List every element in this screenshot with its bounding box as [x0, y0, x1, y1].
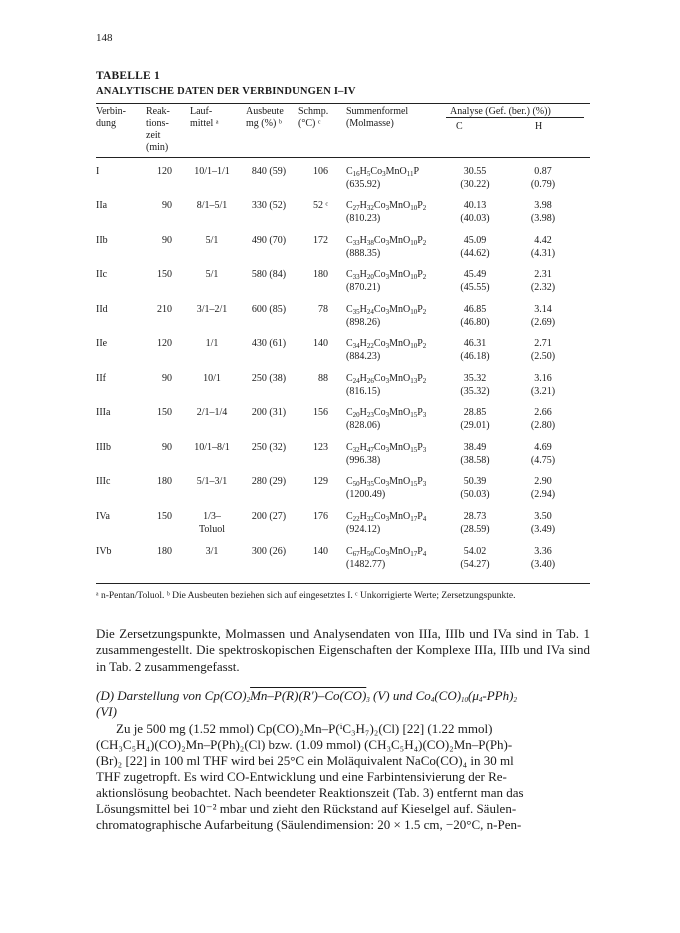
formula-subscript: 16 [352, 170, 360, 178]
formula-subscript: 15 [410, 446, 418, 454]
formula-subscript: 33 [352, 273, 360, 281]
section-heading: (D) Darstellung von $Cp(CO)_2Mn-P(R)(R')-Co(CO)_3$ (V) und $Co_4(CO)_{10}(\mu_4-PPh)_2$ (VI) [96, 688, 517, 720]
header-reaction-time: Reak- tions- zeit (min) [146, 106, 170, 153]
cell-hydrogen-found: 4.69 [534, 442, 552, 453]
formula-subscript: 17 [410, 515, 418, 523]
cell-eluent: 3/1 [205, 546, 219, 557]
formula-subscript: 47 [366, 446, 374, 454]
formula-element: P [417, 442, 423, 453]
formula-element: MnO [389, 373, 411, 384]
formula-element: Co [373, 373, 386, 384]
cell-yield: 580 (84) [251, 269, 287, 280]
formula-element: MnO [389, 476, 411, 487]
cell-carbon-calc: (54.27) [460, 559, 490, 570]
formula-element: H [359, 200, 367, 211]
formula-element: H [359, 304, 367, 315]
cell-hydrogen-calc: (3.40) [530, 559, 556, 570]
formula-element: H [359, 338, 367, 349]
paragraph-procedure-l6: Lösungsmittel bei 10⁻² mbar und zieht den Rückstand auf Kieselgel auf. Säulen- [96, 801, 517, 816]
paragraph-procedure-l5: aktionslösung beobachtet. Nach beendeter Reaktionszeit (Tab. 3) entfernt man das [96, 785, 524, 800]
paragraph-procedure-l7: chromatographische Aufarbeitung (Säulendimension: 20 × 1.5 cm, −20°C, n-Pen- [96, 817, 522, 832]
cell-molar-mass: (635.92) [346, 179, 381, 190]
formula-subscript: 35 [366, 480, 374, 488]
formula-subscript: 26 [366, 377, 374, 385]
cell-molar-mass: (870.21) [346, 282, 381, 293]
cell-formula [346, 406, 426, 419]
formula-element: H [359, 373, 367, 384]
cell-carbon-calc: (30.22) [460, 179, 490, 190]
cell-yield: 600 (85) [251, 304, 287, 315]
cell-molar-mass: (996.38) [346, 455, 381, 466]
cell-molar-mass: (924.12) [346, 524, 381, 535]
formula-subscript: 27 [352, 204, 360, 212]
formula-element: C [346, 235, 353, 246]
cell-carbon-calc: (46.80) [460, 317, 490, 328]
formula-subscript: 38 [366, 239, 374, 247]
cell-compound: IId [96, 304, 108, 315]
cell-yield: 840 (59) [251, 166, 287, 177]
formula-element: C [346, 407, 353, 418]
cell-reaction-time: 90 [162, 200, 172, 211]
formula-subscript: 10 [410, 239, 418, 247]
formula-element: MnO [389, 304, 411, 315]
formula-subscript: 35 [352, 308, 360, 316]
cell-melting-point: 129 [313, 476, 328, 487]
header-compound: Verbin- dung [96, 106, 126, 129]
cell-carbon-found: 50.39 [463, 476, 487, 487]
formula-subscript: 4 [422, 550, 427, 558]
formula-element: P [417, 407, 423, 418]
cell-eluent: 1/1 [205, 338, 219, 349]
formula-element: Co [373, 407, 386, 418]
formula-subscript: 15 [410, 411, 418, 419]
formula-element: Co [373, 338, 386, 349]
cell-formula [346, 337, 426, 350]
paragraph-procedure-l1: Zu je 500 mg (1.52 mmol) Cp(CO)₂Mn–P(ⁱC₃H₇)₂(Cl) [22] (1.22 mmol) [116, 721, 493, 736]
formula-subscript: 3 [385, 411, 390, 419]
formula-subscript: 33 [352, 239, 360, 247]
formula-subscript: 5 [366, 170, 371, 178]
cell-eluent: 10/1 [203, 373, 221, 384]
cell-eluent: 3/1–2/1 [196, 304, 228, 315]
formula-subscript: 3 [385, 308, 390, 316]
formula-subscript: 3 [385, 480, 390, 488]
formula-subscript: 3 [385, 239, 390, 247]
formula-element: H [359, 511, 367, 522]
formula-element: P [417, 200, 423, 211]
cell-hydrogen-found: 3.36 [534, 546, 552, 557]
cell-carbon-found: 38.49 [463, 442, 487, 453]
formula-subscript: 50 [366, 550, 374, 558]
cell-hydrogen-calc: (4.75) [530, 455, 556, 466]
header-hydrogen: H [535, 121, 543, 132]
header-yield: Ausbeute mg (%) ᵇ [246, 106, 284, 129]
formula-element: Co [373, 476, 386, 487]
formula-subscript: 17 [410, 550, 418, 558]
cell-reaction-time: 180 [157, 476, 172, 487]
formula-element: H [359, 269, 367, 280]
cell-eluent: 5/1–3/1 [196, 476, 228, 487]
cell-yield: 200 (27) [251, 511, 287, 522]
cell-melting-point: 52 ᶜ [312, 200, 328, 211]
cell-compound: IIe [96, 338, 108, 349]
cell-hydrogen-calc: (4.31) [530, 248, 556, 259]
cell-compound: IIIc [96, 476, 111, 487]
cell-melting-point: 140 [313, 338, 328, 349]
cell-hydrogen-found: 2.66 [534, 407, 552, 418]
formula-element: P [413, 166, 420, 177]
cell-carbon-calc: (44.62) [460, 248, 490, 259]
cell-carbon-calc: (35.32) [460, 386, 490, 397]
cell-carbon-calc: (50.03) [460, 489, 490, 500]
cell-molar-mass: (810.23) [346, 213, 381, 224]
cell-yield: 200 (31) [251, 407, 287, 418]
formula-subscript: 13 [410, 377, 418, 385]
cell-yield: 280 (29) [251, 476, 287, 487]
formula-element: Co [373, 269, 386, 280]
formula-subscript: 15 [410, 480, 418, 488]
cell-hydrogen-calc: (2.69) [530, 317, 556, 328]
cell-formula [346, 303, 426, 316]
cell-eluent: 10/1–8/1 [194, 442, 230, 453]
header-analysis: Analyse (Gef. (ber.) (%)) [450, 106, 551, 117]
formula-element: H [359, 407, 367, 418]
cell-carbon-found: 28.85 [463, 407, 487, 418]
formula-element: Co [373, 235, 386, 246]
cell-hydrogen-calc: (3.98) [530, 213, 556, 224]
cell-formula [346, 441, 426, 454]
table-subtitle: ANALYTISCHE DATEN DER VERBINDUNGEN I–IV [96, 86, 356, 97]
cell-carbon-found: 40.13 [463, 200, 487, 211]
cell-yield: 330 (52) [251, 200, 287, 211]
analysis-header-rule [446, 117, 584, 118]
cell-melting-point: 78 [318, 304, 328, 315]
header-melting-point: Schmp. (°C) ᶜ [298, 106, 329, 129]
table-bottom-rule [96, 583, 590, 584]
header-carbon: C [456, 121, 463, 132]
cell-hydrogen-found: 3.16 [534, 373, 552, 384]
cell-hydrogen-found: 2.90 [534, 476, 552, 487]
cell-carbon-found: 30.55 [463, 166, 487, 177]
cell-carbon-calc: (45.55) [460, 282, 490, 293]
cell-yield: 250 (32) [251, 442, 287, 453]
formula-element: H [359, 442, 367, 453]
cell-compound: IVb [96, 546, 112, 557]
cell-melting-point: 176 [313, 511, 328, 522]
paragraph-procedure-l2: (CH₃C₅H₄)(CO)₂Mn–P(Ph)₂(Cl) bzw. (1.09 mmol) (CH₃C₅H₄)(CO)₂Mn–P(Ph)- [96, 737, 513, 752]
formula-element: MnO [389, 442, 411, 453]
formula-subscript: 24 [352, 377, 360, 385]
cell-formula [346, 234, 426, 247]
cell-molar-mass: (888.35) [346, 248, 381, 259]
cell-melting-point: 180 [313, 269, 328, 280]
table-footnote: ᵃ n-Pentan/Toluol. ᵇ Die Ausbeuten beziehen sich auf eingesetztes I. ᶜ Unkorrigierte Werte; Zersetzungspunkte. [96, 591, 516, 601]
formula-element: H [359, 166, 367, 177]
formula-subscript: 32 [352, 446, 360, 454]
cell-formula [346, 199, 426, 212]
cell-hydrogen-found: 2.71 [534, 338, 552, 349]
cell-yield: 430 (61) [251, 338, 287, 349]
formula-subscript: 67 [352, 550, 360, 558]
cell-melting-point: 88 [318, 373, 328, 384]
cell-molar-mass: (828.06) [346, 420, 381, 431]
cell-carbon-found: 54.02 [463, 546, 487, 557]
cell-carbon-calc: (38.58) [460, 455, 490, 466]
cell-compound: IVa [96, 511, 110, 522]
formula-element: H [359, 235, 367, 246]
cell-compound: IIa [96, 200, 108, 211]
cell-hydrogen-found: 3.50 [534, 511, 552, 522]
formula-subscript: 2 [422, 342, 427, 350]
formula-subscript: 3 [385, 515, 390, 523]
paragraph-summary: Die Zersetzungspunkte, Molmassen und Analysendaten von IIIa, IIIb und IVa sind in Tab. 1 zusammengestellt. Die spektroskopischen Eigenschaften der Komplexe IIIa, IIIb und IVa sind in Tab. 2 zusammengefasst. [96, 626, 590, 674]
formula-subscript: 50 [352, 480, 360, 488]
cell-hydrogen-calc: (0.79) [530, 179, 556, 190]
cell-hydrogen-found: 3.98 [534, 200, 552, 211]
cell-hydrogen-found: 4.42 [534, 235, 552, 246]
formula-subscript: 11 [406, 170, 414, 178]
formula-element: H [359, 546, 367, 557]
formula-element: P [417, 511, 423, 522]
paragraph-procedure-l4: THF zugetropft. Es wird CO-Entwicklung und eine Farbintensivierung der Re- [96, 769, 507, 784]
cell-molar-mass: (816.15) [346, 386, 381, 397]
cell-hydrogen-calc: (2.50) [530, 351, 556, 362]
formula-element: MnO [389, 511, 411, 522]
cell-eluent: 5/1 [205, 235, 219, 246]
cell-melting-point: 140 [313, 546, 328, 557]
cell-carbon-found: 35.32 [463, 373, 487, 384]
cell-formula [346, 165, 419, 178]
formula-subscript: 2 [422, 377, 427, 385]
formula-element: P [417, 476, 423, 487]
formula-subscript: 3 [385, 446, 390, 454]
cell-molar-mass: (1482.77) [346, 559, 386, 570]
cell-formula [346, 510, 426, 523]
cell-hydrogen-found: 0.87 [534, 166, 552, 177]
cell-hydrogen-found: 3.14 [534, 304, 552, 315]
formula-subscript: 22 [352, 515, 360, 523]
formula-element: P [417, 235, 423, 246]
formula-element: C [346, 373, 353, 384]
cell-carbon-found: 46.31 [463, 338, 487, 349]
cell-compound: IIb [96, 235, 108, 246]
cell-eluent: 10/1–1/1 [194, 166, 230, 177]
cell-carbon-calc: (29.01) [460, 420, 490, 431]
formula-element: C [346, 546, 353, 557]
cell-formula [346, 475, 426, 488]
cell-hydrogen-calc: (2.94) [530, 489, 556, 500]
cell-eluent: 5/1 [205, 269, 219, 280]
cell-eluent: 8/1–5/1 [196, 200, 228, 211]
cell-molar-mass: (884.23) [346, 351, 381, 362]
formula-element: MnO [389, 407, 411, 418]
formula-element: C [346, 476, 353, 487]
formula-subscript: 3 [422, 480, 427, 488]
cell-eluent: 2/1–1/4 [196, 407, 228, 418]
formula-subscript: 3 [422, 411, 427, 419]
cell-reaction-time: 90 [162, 235, 172, 246]
paragraph-procedure-l3: (Br)₂ [22] in 100 ml THF wird bei 25°C ein Moläquivalent NaCo(CO)₄ in 30 ml [96, 753, 514, 768]
formula-subscript: 3 [385, 377, 390, 385]
table-header-rule [96, 157, 590, 158]
table-top-rule [96, 103, 590, 104]
cell-yield: 250 (38) [251, 373, 287, 384]
cell-reaction-time: 150 [157, 407, 172, 418]
cell-reaction-time: 150 [157, 511, 172, 522]
page-number: 148 [96, 32, 113, 44]
formula-subscript: 3 [385, 342, 390, 350]
formula-element: P [417, 304, 423, 315]
formula-element: Co [373, 442, 386, 453]
formula-element: Co [373, 304, 386, 315]
formula-subscript: 32 [366, 515, 374, 523]
formula-subscript: 3 [385, 550, 390, 558]
formula-element: MnO [389, 269, 411, 280]
cell-melting-point: 123 [313, 442, 328, 453]
formula-subscript: 22 [366, 342, 374, 350]
cell-reaction-time: 180 [157, 546, 172, 557]
cell-compound: IIf [96, 373, 106, 384]
cell-compound: IIc [96, 269, 108, 280]
formula-subscript: 3 [422, 446, 427, 454]
cell-melting-point: 106 [313, 166, 328, 177]
cell-reaction-time: 120 [157, 338, 172, 349]
formula-subscript: 10 [410, 273, 418, 281]
cell-molar-mass: (1200.49) [346, 489, 386, 500]
cell-compound: IIIb [96, 442, 111, 453]
formula-subscript: 20 [352, 411, 360, 419]
cell-carbon-found: 45.49 [463, 269, 487, 280]
formula-subscript: 3 [385, 204, 390, 212]
formula-subscript: 4 [422, 515, 427, 523]
formula-element: C [346, 511, 353, 522]
formula-element: Co [373, 511, 386, 522]
cell-compound: IIIa [96, 407, 111, 418]
cell-eluent: 1/3– Toluol [199, 511, 225, 535]
cell-hydrogen-calc: (3.49) [530, 524, 556, 535]
cell-reaction-time: 90 [162, 373, 172, 384]
formula-subscript: 10 [410, 204, 418, 212]
formula-element: Co [373, 200, 386, 211]
cell-carbon-calc: (40.03) [460, 213, 490, 224]
cell-carbon-found: 46.85 [463, 304, 487, 315]
formula-subscript: 32 [366, 204, 374, 212]
formula-element: MnO [389, 235, 411, 246]
cell-yield: 490 (70) [251, 235, 287, 246]
cell-formula [346, 545, 426, 558]
cell-melting-point: 172 [313, 235, 328, 246]
formula-element: P [417, 338, 423, 349]
formula-element: P [417, 373, 423, 384]
formula-element: C [346, 200, 353, 211]
formula-subscript: 20 [366, 273, 374, 281]
formula-element: P [417, 269, 423, 280]
formula-subscript: 2 [422, 308, 427, 316]
formula-element: MnO [385, 166, 407, 177]
formula-subscript: 23 [366, 411, 374, 419]
cell-molar-mass: (898.26) [346, 317, 381, 328]
formula-element: Co [370, 166, 383, 177]
cell-formula [346, 372, 426, 385]
cell-reaction-time: 150 [157, 269, 172, 280]
formula-element: C [346, 442, 353, 453]
formula-subscript: 3 [382, 170, 386, 178]
cell-carbon-calc: (28.59) [460, 524, 490, 535]
formula-subscript: 24 [366, 308, 374, 316]
formula-subscript: 10 [410, 308, 418, 316]
formula-element: C [346, 269, 353, 280]
formula-element: C [346, 304, 353, 315]
formula-subscript: 2 [422, 273, 427, 281]
cell-yield: 300 (26) [251, 546, 287, 557]
formula-element: MnO [389, 546, 411, 557]
formula-element: H [359, 476, 367, 487]
cell-hydrogen-found: 2.31 [534, 269, 552, 280]
header-formula: Summenformel (Molmasse) [346, 106, 409, 129]
formula-subscript: 3 [385, 273, 390, 281]
cell-carbon-found: 28.73 [463, 511, 487, 522]
cell-melting-point: 156 [313, 407, 328, 418]
cell-compound: I [96, 166, 100, 177]
cell-reaction-time: 120 [157, 166, 172, 177]
cell-hydrogen-calc: (3.21) [530, 386, 556, 397]
formula-element: C [346, 338, 353, 349]
formula-element: Co [373, 546, 386, 557]
formula-element: P [417, 546, 423, 557]
formula-element: MnO [389, 200, 411, 211]
header-eluent: Lauf- mittel ᵃ [190, 106, 219, 129]
formula-element: C [346, 166, 353, 177]
cell-hydrogen-calc: (2.32) [530, 282, 556, 293]
formula-subscript: 2 [422, 204, 427, 212]
cell-reaction-time: 210 [157, 304, 172, 315]
cell-carbon-calc: (46.18) [460, 351, 490, 362]
formula-element: MnO [389, 338, 411, 349]
cell-formula [346, 268, 426, 281]
formula-subscript: 34 [352, 342, 360, 350]
formula-subscript: 10 [410, 342, 418, 350]
cell-hydrogen-calc: (2.80) [530, 420, 556, 431]
formula-subscript: 2 [422, 239, 427, 247]
cell-carbon-found: 45.09 [463, 235, 487, 246]
table-title: TABELLE 1 [96, 70, 160, 82]
cell-reaction-time: 90 [162, 442, 172, 453]
